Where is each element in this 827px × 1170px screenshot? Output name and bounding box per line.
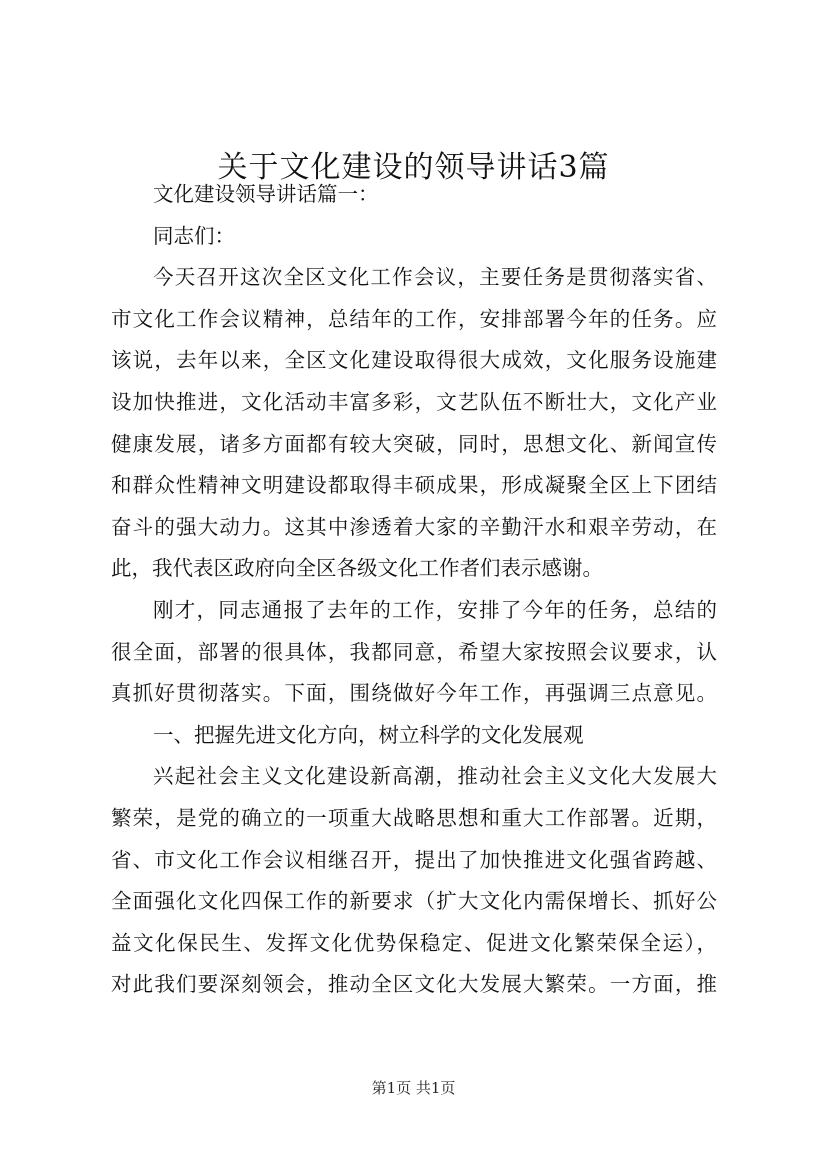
text-line: 市文化工作会议精神，总结年的工作，安排部署今年的任务。应 bbox=[111, 306, 717, 331]
document-title: 关于文化建设的领导讲话3篇 bbox=[217, 150, 610, 185]
text-line: 对此我们要深刻领会，推动全区文化大发展大繁荣。一方面，推 bbox=[111, 972, 717, 997]
text-line: 益文化保民生、发挥文化优势保稳定、促进文化繁荣保全运）， bbox=[111, 930, 717, 955]
text-line: 健康发展，诸多方面都有较大突破，同时，思想文化、新闻宣传 bbox=[111, 431, 717, 456]
text-line: 奋斗的强大动力。这其中渗透着大家的辛勤汗水和艰辛劳动，在 bbox=[111, 514, 717, 539]
text-line: 很全面，部署的很具体，我都同意，希望大家按照会议要求，认 bbox=[111, 639, 717, 664]
text-line: 今天召开这次全区文化工作会议，主要任务是贯彻落实省、 bbox=[153, 265, 717, 290]
text-line: 繁荣，是党的确立的一项重大战略思想和重大工作部署。近期， bbox=[111, 805, 717, 830]
text-line: 设加快推进，文化活动丰富多彩，文艺队伍不断壮大，文化产业 bbox=[111, 389, 717, 414]
text-line: 全面强化文化四保工作的新要求（扩大文化内需保增长、抓好公 bbox=[111, 889, 717, 914]
page-footer: 第1页 共1页 bbox=[371, 1079, 456, 1097]
text-line: 省、市文化工作会议相继召开，提出了加快推进文化强省跨越、 bbox=[111, 847, 717, 872]
text-line: 和群众性精神文明建设都取得丰硕成果，形成凝聚全区上下团结 bbox=[111, 473, 717, 498]
text-line: 真抓好贯彻落实。下面，围绕做好今年工作，再强调三点意见。 bbox=[111, 681, 717, 706]
text-line: 刚才，同志通报了去年的工作，安排了今年的任务，总结的 bbox=[153, 597, 717, 622]
text-line: 一、把握先进文化方向，树立科学的文化发展观 bbox=[153, 722, 584, 747]
text-line: 此，我代表区政府向全区各级文化工作者们表示感谢。 bbox=[111, 556, 603, 581]
text-line: 兴起社会主义文化建设新高潮，推动社会主义文化大发展大 bbox=[153, 764, 717, 789]
text-line: 文化建设领导讲话篇一： bbox=[153, 182, 379, 206]
text-line: 该说，去年以来，全区文化建设取得很大成效，文化服务设施建 bbox=[111, 348, 717, 373]
document-body bbox=[111, 174, 717, 1006]
text-line: 同志们： bbox=[153, 223, 235, 248]
